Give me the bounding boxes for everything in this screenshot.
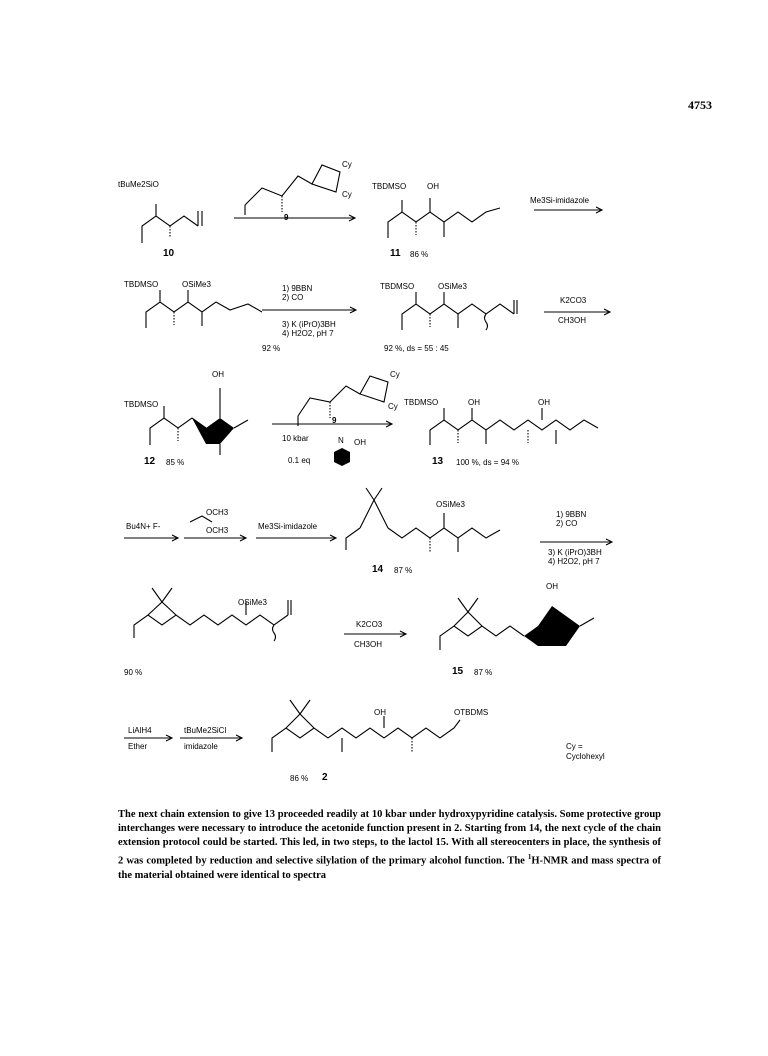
compound-10-number: 10 <box>163 248 175 259</box>
row2-cond4: 4) H2O2, pH 7 <box>282 329 334 338</box>
row5-start-yield: 90 % <box>124 668 143 677</box>
row3-reagent-9-number: 9 <box>332 416 337 425</box>
row2-product-yield: 92 %, ds = 55 : 45 <box>384 344 449 353</box>
compound-13-tbdms: TBDMSO <box>404 398 439 407</box>
row6-imidazole: imidazole <box>184 742 218 751</box>
compound-2-otbdms: OTBDMS <box>454 708 489 717</box>
row2-start-structure <box>146 290 262 328</box>
compound-11-oh: OH <box>427 182 439 191</box>
reagent-cy-top: Cy <box>342 160 352 169</box>
row2-cond3: 3) K (iPrO)3BH <box>282 320 336 329</box>
row2-ch3oh: CH3OH <box>558 316 587 325</box>
row5-start-structure <box>134 588 291 641</box>
compound-14-osime3: OSiMe3 <box>436 500 465 509</box>
row2-product-structure <box>402 292 517 330</box>
compound-15-oh: OH <box>546 582 558 591</box>
row2-start-tbdms: TBDMSO <box>124 280 159 289</box>
compound-14-yield: 87 % <box>394 566 413 575</box>
row2-start-osime3: OSiMe3 <box>182 280 211 289</box>
compound-2-yield: 86 % <box>290 774 309 783</box>
compound-13-yield: 100 %, ds = 94 % <box>456 458 519 467</box>
row4-och3-top: OCH3 <box>206 508 229 517</box>
compound-12-tbdms: TBDMSO <box>124 400 159 409</box>
row5-k2co3: K2CO3 <box>356 620 383 629</box>
row6-lialh4: LiAlH4 <box>128 726 152 735</box>
compound-11-yield: 86 % <box>410 250 429 259</box>
compound-12-structure <box>150 388 248 455</box>
row5-start-osime3: OSiMe3 <box>238 598 267 607</box>
row1-next-reagent: Me3Si-imidazole <box>530 196 590 205</box>
paragraph-part1: The next chain extension to give 13 proceeded readily at 10 kbar under hydroxypyridine catalysis. Some protective group interchanges were necessary to introduce the acetonide function present in 2. Starting from 14, the next cycle of the chain extension protocol could be started. This led, in two steps, to the lactol 15. With all stereocenters in place, the synthesis of 2 was completed by reduction and selective silylation of the primary alcohol function. The <box>118 809 661 867</box>
reagent-9-row3-structure <box>298 376 388 426</box>
compound-15-yield: 87 % <box>474 668 493 677</box>
compound-13-structure <box>430 408 598 445</box>
row3-reagent-cy-bottom: Cy <box>388 402 398 411</box>
compound-11-tbdms: TBDMSO <box>372 182 407 191</box>
row4-fluoride: Bu4N+ F- <box>126 522 161 531</box>
compound-2-oh: OH <box>374 708 386 717</box>
compound-2-number: 2 <box>322 772 328 783</box>
page-number: 4753 <box>688 98 712 112</box>
compound-11-number: 11 <box>390 248 401 259</box>
row3-eq: 0.1 eq <box>288 456 311 465</box>
compound-14-number: 14 <box>372 564 384 575</box>
row6-tbu: tBuMe2SiCl <box>184 726 227 735</box>
compound-15-structure <box>440 598 594 650</box>
row4-cond4: 4) H2O2, pH 7 <box>548 557 600 566</box>
compound-13-oh1: OH <box>468 398 480 407</box>
pyridine-oh: OH <box>354 438 366 447</box>
pyridine-n: N <box>338 436 344 445</box>
compound-15-number: 15 <box>452 666 464 677</box>
row3-kbar: 10 kbar <box>282 434 309 443</box>
row4-cond2: 2) CO <box>556 519 578 528</box>
row2-cond1: 1) 9BBN <box>282 284 313 293</box>
cy-definition-2: Cyclohexyl <box>566 752 605 761</box>
body-paragraph <box>118 808 661 883</box>
row2-k2co3: K2CO3 <box>560 296 587 305</box>
row2-cond2: 2) CO <box>282 293 304 302</box>
row4-cond3: 3) K (iPrO)3BH <box>548 548 602 557</box>
reagent-9-structure <box>245 165 340 215</box>
compound-12-yield: 85 % <box>166 458 185 467</box>
row2-yield-left: 92 % <box>262 344 281 353</box>
row4-och3-bottom: OCH3 <box>206 526 229 535</box>
compound-10-structure <box>142 204 202 243</box>
paragraph-part2: H-NMR and mass spectra of the material obtained were identical to spectra <box>118 855 661 881</box>
compound-11-structure <box>388 198 500 238</box>
row4-me3si: Me3Si-imidazole <box>258 522 318 531</box>
reagent-9-number: 9 <box>284 213 289 222</box>
row6-ether: Ether <box>128 742 148 751</box>
paragraph-superscript: 1 <box>527 853 532 861</box>
compound-12-oh: OH <box>212 370 224 379</box>
pyridine-structure <box>334 448 350 466</box>
row5-ch3oh: CH3OH <box>354 640 383 649</box>
compound-14-structure <box>346 488 500 552</box>
compound-13-oh2: OH <box>538 398 550 407</box>
row2-product-tbdms: TBDMSO <box>380 282 415 291</box>
reactant-10-label: tBuMe2SiO <box>118 180 159 189</box>
row2-product-osime3: OSiMe3 <box>438 282 467 291</box>
compound-2-structure <box>272 700 460 752</box>
compound-13-number: 13 <box>432 456 444 467</box>
reagent-cy-bottom: Cy <box>342 190 352 199</box>
cy-definition-1: Cy = <box>566 742 583 751</box>
row3-reagent-cy-top: Cy <box>390 370 400 379</box>
row4-cond1: 1) 9BBN <box>556 510 587 519</box>
compound-12-number: 12 <box>144 456 156 467</box>
